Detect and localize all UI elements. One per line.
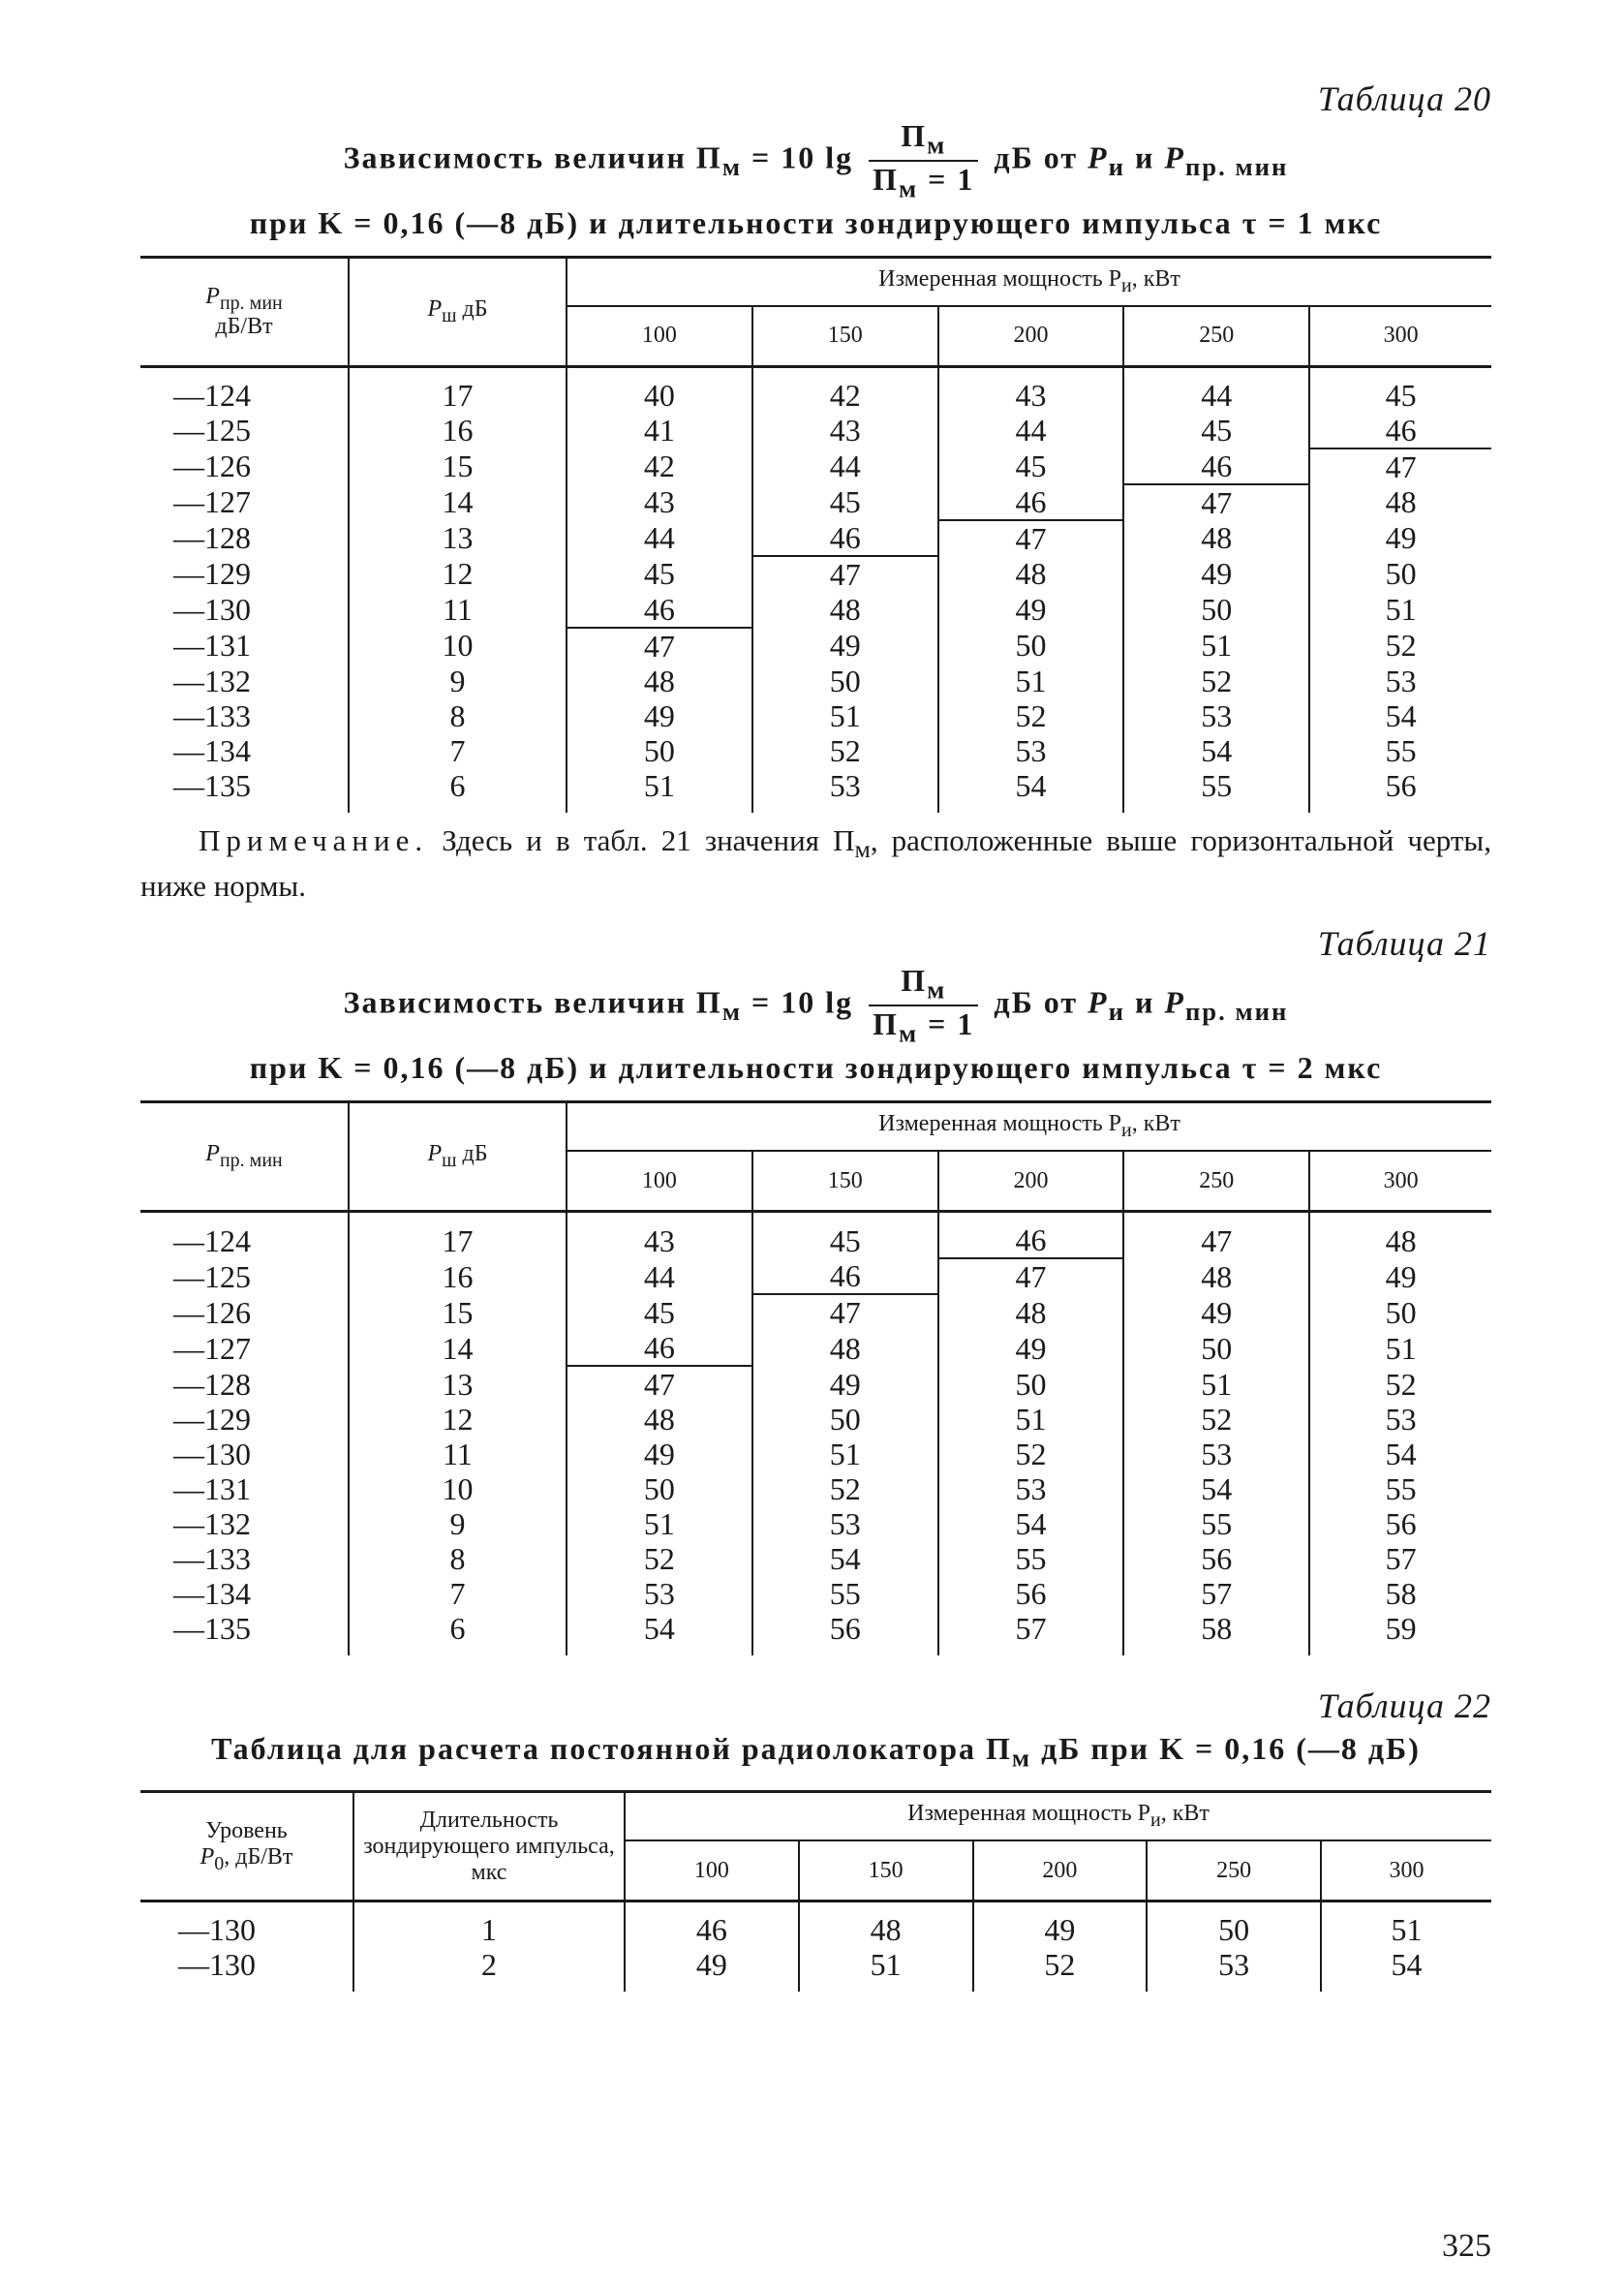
cell-value: 48 [938, 556, 1124, 592]
cell-value: 55 [1385, 732, 1417, 768]
table-row [140, 1576, 1491, 1611]
table-row [140, 733, 1491, 768]
cell-value: 46 [567, 1330, 752, 1366]
table21-title-line2: при K = 0,16 (—8 дБ) и длительности зондирующего импульса τ = 2 мкс [249, 1050, 1383, 1086]
cell-value: 55 [1385, 1471, 1417, 1507]
cell-value: 48 [938, 1294, 1124, 1330]
cell-value: 47 [567, 628, 752, 664]
table20-power-col: 200 [938, 306, 1124, 367]
cell-value: 54 [938, 768, 1124, 803]
cell-value: 49 [567, 1437, 752, 1471]
cell-value: 55 [1123, 1506, 1309, 1541]
table-row [140, 592, 1491, 628]
row-level: —133 [140, 698, 349, 733]
page-number: 325 [1442, 2228, 1491, 2264]
cell-value: 45 [567, 1294, 752, 1330]
table22 [140, 1790, 1491, 1992]
cell-value: 57 [1123, 1576, 1309, 1611]
table20-number: Таблица 20 [1317, 79, 1491, 118]
cell-value: 49 [973, 1912, 1148, 1947]
row-noise: 11 [349, 592, 567, 628]
row-level: —130 [140, 1437, 349, 1471]
cell-value: 54 [1123, 733, 1309, 768]
cell-value: 49 [752, 1366, 938, 1402]
row-noise: 9 [349, 664, 567, 698]
cell-value: 47 [567, 1366, 752, 1402]
row-level: —134 [140, 1576, 349, 1611]
cell-value: 48 [1385, 1222, 1417, 1258]
row-noise: 14 [349, 1330, 567, 1366]
row-noise: 16 [349, 413, 567, 448]
cell-value: 47 [1123, 484, 1309, 520]
row-noise: 13 [349, 520, 567, 556]
cell-value: 52 [1385, 1366, 1417, 1402]
cell-value: 48 [1123, 1258, 1309, 1294]
cell-value: 50 [567, 1471, 752, 1506]
table22-head-duration: Длительность зондирующего импульса, мкс [353, 1792, 625, 1902]
cell-value: 50 [938, 628, 1124, 664]
cell-value: 46 [567, 592, 752, 628]
table21-section [140, 922, 1491, 1655]
cell-value: 48 [567, 664, 752, 698]
cell-value: 41 [567, 413, 752, 448]
row-noise: 12 [349, 1402, 567, 1437]
cell-value: 47 [1309, 448, 1491, 484]
row-noise: 1 [353, 1912, 625, 1947]
cell-value: 48 [1123, 520, 1309, 556]
table-row [140, 448, 1491, 484]
cell-value: 40 [567, 378, 752, 413]
cell-value: 48 [567, 1402, 752, 1437]
cell-value: 50 [938, 1366, 1124, 1402]
row-noise: 7 [349, 1576, 567, 1611]
table-row [140, 484, 1491, 520]
cell-value: 46 [752, 1258, 938, 1294]
table22-body [140, 1902, 1491, 1993]
table-row [140, 1611, 1491, 1646]
row-noise: 15 [349, 448, 567, 484]
cell-value: 58 [1385, 1576, 1417, 1612]
table-row [140, 378, 1491, 413]
cell-value: 45 [938, 448, 1124, 484]
cell-value: 56 [938, 1576, 1124, 1611]
row-noise: 10 [349, 628, 567, 664]
cell-value: 43 [938, 378, 1124, 413]
table22-section [140, 1685, 1491, 1992]
cell-value: 51 [938, 1402, 1124, 1437]
cell-value: 43 [567, 1222, 752, 1258]
cell-value: 50 [567, 733, 752, 768]
cell-value: 52 [1123, 664, 1309, 698]
cell-value: 57 [1385, 1541, 1417, 1577]
table21 [140, 1100, 1491, 1655]
row-noise: 6 [349, 768, 567, 803]
table20-section [140, 77, 1491, 813]
cell-value: 53 [1123, 1437, 1309, 1471]
row-level: —127 [140, 484, 349, 520]
row-level: —126 [140, 448, 349, 484]
cell-value: 51 [567, 1506, 752, 1541]
table-row [140, 520, 1491, 556]
cell-value: 53 [1147, 1947, 1321, 1982]
cell-value: 54 [1123, 1471, 1309, 1506]
table21-title-line1: Зависимость величин $П_м = 10$ lg $\frac{П_м}{П_м = 1}$ дБ от $P_и$ и $P_{пр. мин}$ [343, 963, 1289, 1048]
row-level: —124 [140, 378, 349, 413]
cell-value: 48 [1385, 484, 1417, 520]
row-noise: 12 [349, 556, 567, 592]
table22-power-col: 150 [799, 1840, 973, 1902]
table-row [140, 556, 1491, 592]
cell-value: 51 [1385, 1330, 1417, 1366]
cell-value: 49 [938, 1330, 1124, 1366]
cell-value: 59 [1385, 1611, 1417, 1647]
table22-number: Таблица 22 [1317, 1686, 1491, 1726]
cell-value: 50 [1385, 1294, 1417, 1330]
cell-value: 49 [752, 628, 938, 664]
cell-value: 52 [938, 698, 1124, 733]
cell-value: 54 [938, 1506, 1124, 1541]
cell-value: 42 [752, 378, 938, 413]
row-noise: 6 [349, 1611, 567, 1646]
page [140, 77, 1491, 1992]
table-row [140, 768, 1491, 803]
table20-power-col: 100 [567, 306, 752, 367]
cell-value: 51 [799, 1947, 973, 1982]
cell-value: 53 [752, 768, 938, 803]
cell-value: 49 [1123, 1294, 1309, 1330]
cell-value: 51 [567, 768, 752, 803]
row-noise: 15 [349, 1294, 567, 1330]
table-row [140, 1330, 1491, 1366]
cell-value: 53 [938, 733, 1124, 768]
row-level: —126 [140, 1294, 349, 1330]
row-noise: 13 [349, 1366, 567, 1402]
cell-value: 45 [752, 484, 938, 520]
cell-value: 52 [567, 1541, 752, 1576]
cell-value: 42 [567, 448, 752, 484]
table22-head-level: Уровень $P_0$, дБ/Вт [140, 1792, 353, 1902]
row-level: —128 [140, 1366, 349, 1402]
cell-value: 49 [1123, 556, 1309, 592]
table20 [140, 256, 1491, 813]
table21-power-col: 200 [938, 1151, 1124, 1212]
cell-value: 54 [1385, 1437, 1417, 1472]
cell-value: 50 [1147, 1912, 1321, 1947]
row-level: —130 [140, 1912, 353, 1947]
table21-number: Таблица 21 [1317, 924, 1491, 964]
cell-value: 53 [567, 1576, 752, 1611]
row-noise: 10 [349, 1471, 567, 1506]
cell-value: 46 [1385, 412, 1417, 448]
table21-power-col: 150 [752, 1151, 938, 1212]
cell-value: 56 [1385, 767, 1417, 803]
row-noise: 17 [349, 378, 567, 413]
table22-power-col: 250 [1147, 1840, 1321, 1902]
row-level: —130 [140, 1947, 353, 1982]
table21-body [140, 1212, 1491, 1656]
cell-value: 49 [567, 698, 752, 733]
cell-value: 51 [752, 1437, 938, 1471]
cell-value: 47 [938, 1258, 1124, 1294]
cell-value: 45 [1385, 377, 1417, 413]
row-level: —124 [140, 1222, 349, 1258]
table-row [140, 698, 1491, 733]
cell-value: 50 [1123, 592, 1309, 628]
table-row [140, 1912, 1491, 1947]
row-level: —131 [140, 628, 349, 664]
row-level: —129 [140, 1402, 349, 1437]
row-noise: 9 [349, 1506, 567, 1541]
row-noise: 14 [349, 484, 567, 520]
cell-value: 52 [938, 1437, 1124, 1471]
table-row [140, 1294, 1491, 1330]
table-row [140, 1437, 1491, 1471]
cell-value: 55 [1123, 768, 1309, 803]
cell-value: 54 [752, 1541, 938, 1576]
table21-power-col: 100 [567, 1151, 752, 1212]
cell-value: 49 [1385, 1258, 1417, 1294]
table22-title: Таблица для расчета постоянной радиолокатора $П_м$ дБ при K = 0,16 (—8 дБ) [211, 1731, 1421, 1773]
table-row [140, 1471, 1491, 1506]
note: Примечание. Здесь и в табл. 21 значения $П_м$, расположенные выше горизонтальной черты, ниже нормы. [140, 822, 1491, 904]
table-row [140, 628, 1491, 664]
cell-value: 46 [938, 484, 1124, 520]
cell-value: 50 [752, 664, 938, 698]
cell-value: 53 [1123, 698, 1309, 733]
cell-value: 50 [1385, 556, 1417, 592]
row-level: —125 [140, 413, 349, 448]
cell-value: 51 [1391, 1912, 1423, 1948]
table-row [140, 1258, 1491, 1294]
cell-value: 47 [1123, 1222, 1309, 1258]
cell-value: 48 [752, 592, 938, 628]
table20-title-line1: Зависимость величин $П_м = 10$ lg $\frac{П_м}{П_м = 1}$ дБ от $P_и$ и $P_{пр. мин}$ [343, 118, 1289, 203]
cell-value: 51 [938, 664, 1124, 698]
table20-power-col: 150 [752, 306, 938, 367]
table-row [140, 1947, 1491, 1982]
cell-value: 46 [752, 520, 938, 556]
table21-fraction: $\frac{П_м}{П_м = 1}$ [869, 965, 978, 1046]
row-level: —134 [140, 733, 349, 768]
row-level: —131 [140, 1471, 349, 1506]
cell-value: 53 [938, 1471, 1124, 1506]
cell-value: 47 [938, 520, 1124, 556]
table-row [140, 1402, 1491, 1437]
cell-value: 47 [752, 556, 938, 592]
cell-value: 51 [752, 698, 938, 733]
cell-value: 46 [938, 1222, 1124, 1258]
cell-value: 50 [752, 1402, 938, 1437]
table-row [140, 1541, 1491, 1576]
row-level: —133 [140, 1541, 349, 1576]
cell-value: 43 [567, 484, 752, 520]
cell-value: 46 [1123, 448, 1309, 484]
cell-value: 54 [1385, 697, 1417, 733]
cell-value: 54 [567, 1611, 752, 1646]
cell-value: 45 [752, 1222, 938, 1258]
row-noise: 8 [349, 698, 567, 733]
cell-value: 56 [752, 1611, 938, 1646]
table21-power-col: 250 [1123, 1151, 1309, 1212]
table20-head-psh: $P_ш$ дБ [349, 258, 567, 367]
table20-head-power: Измеренная мощность $P_и$, кВт [567, 258, 1491, 306]
table-row [140, 664, 1491, 698]
table21-head-psh: $P_ш$ дБ [349, 1102, 567, 1212]
row-level: —132 [140, 664, 349, 698]
table20-power-col: 250 [1123, 306, 1309, 367]
cell-value: 48 [752, 1330, 938, 1366]
cell-value: 57 [938, 1611, 1124, 1646]
row-level: —125 [140, 1258, 349, 1294]
cell-value: 45 [1123, 413, 1309, 448]
cell-value: 55 [938, 1541, 1124, 1576]
cell-value: 54 [1391, 1947, 1423, 1983]
cell-value: 44 [1123, 378, 1309, 413]
table20-power-col: 300 [1309, 306, 1491, 367]
row-noise: 2 [353, 1947, 625, 1982]
cell-value: 43 [752, 413, 938, 448]
table21-power-col: 300 [1309, 1151, 1491, 1212]
row-level: —127 [140, 1330, 349, 1366]
cell-value: 44 [938, 413, 1124, 448]
table-row [140, 1222, 1491, 1258]
cell-value: 47 [752, 1294, 938, 1330]
table22-power-col: 100 [625, 1840, 799, 1902]
table20-title-line2: при K = 0,16 (—8 дБ) и длительности зондирующего импульса τ = 1 мкс [249, 205, 1383, 241]
cell-value: 56 [1385, 1506, 1417, 1542]
row-level: —135 [140, 1611, 349, 1646]
cell-value: 51 [1123, 628, 1309, 664]
table-row [140, 1366, 1491, 1402]
table20-fraction: $\frac{П_м}{П_м = 1}$ [869, 120, 978, 201]
cell-value: 53 [1385, 663, 1417, 698]
cell-value: 49 [938, 592, 1124, 628]
table20-head-pmin: $P_{пр. мин}$ дБ/Вт [140, 258, 349, 367]
row-noise: 11 [349, 1437, 567, 1471]
cell-value: 49 [1385, 520, 1417, 556]
cell-value: 52 [1123, 1402, 1309, 1437]
table22-head-power: Измеренная мощность $P_и$, кВт [625, 1792, 1491, 1840]
cell-value: 52 [752, 733, 938, 768]
row-level: —132 [140, 1506, 349, 1541]
table-row [140, 413, 1491, 448]
row-level: —135 [140, 768, 349, 803]
cell-value: 53 [752, 1506, 938, 1541]
table-row [140, 1506, 1491, 1541]
cell-value: 56 [1123, 1541, 1309, 1576]
cell-value: 51 [1123, 1366, 1309, 1402]
cell-value: 48 [799, 1912, 973, 1947]
cell-value: 52 [752, 1471, 938, 1506]
cell-value: 51 [1385, 592, 1417, 628]
cell-value: 55 [752, 1576, 938, 1611]
cell-value: 49 [625, 1947, 799, 1982]
table21-head-pmin: $P_{пр. мин}$ [140, 1102, 349, 1212]
cell-value: 58 [1123, 1611, 1309, 1646]
table21-head-power: Измеренная мощность $P_и$, кВт [567, 1102, 1491, 1151]
row-noise: 8 [349, 1541, 567, 1576]
cell-value: 50 [1123, 1330, 1309, 1366]
row-level: —130 [140, 592, 349, 628]
cell-value: 45 [567, 556, 752, 592]
cell-value: 46 [625, 1912, 799, 1947]
table22-power-col: 300 [1321, 1840, 1491, 1902]
cell-value: 52 [1385, 628, 1417, 664]
row-level: —129 [140, 556, 349, 592]
cell-value: 44 [567, 520, 752, 556]
row-noise: 16 [349, 1258, 567, 1294]
cell-value: 44 [567, 1258, 752, 1294]
table20-body [140, 366, 1491, 813]
row-level: —128 [140, 520, 349, 556]
cell-value: 52 [973, 1947, 1148, 1982]
table22-power-col: 200 [973, 1840, 1148, 1902]
row-noise: 7 [349, 733, 567, 768]
cell-value: 53 [1385, 1402, 1417, 1438]
row-noise: 17 [349, 1222, 567, 1258]
cell-value: 44 [752, 448, 938, 484]
